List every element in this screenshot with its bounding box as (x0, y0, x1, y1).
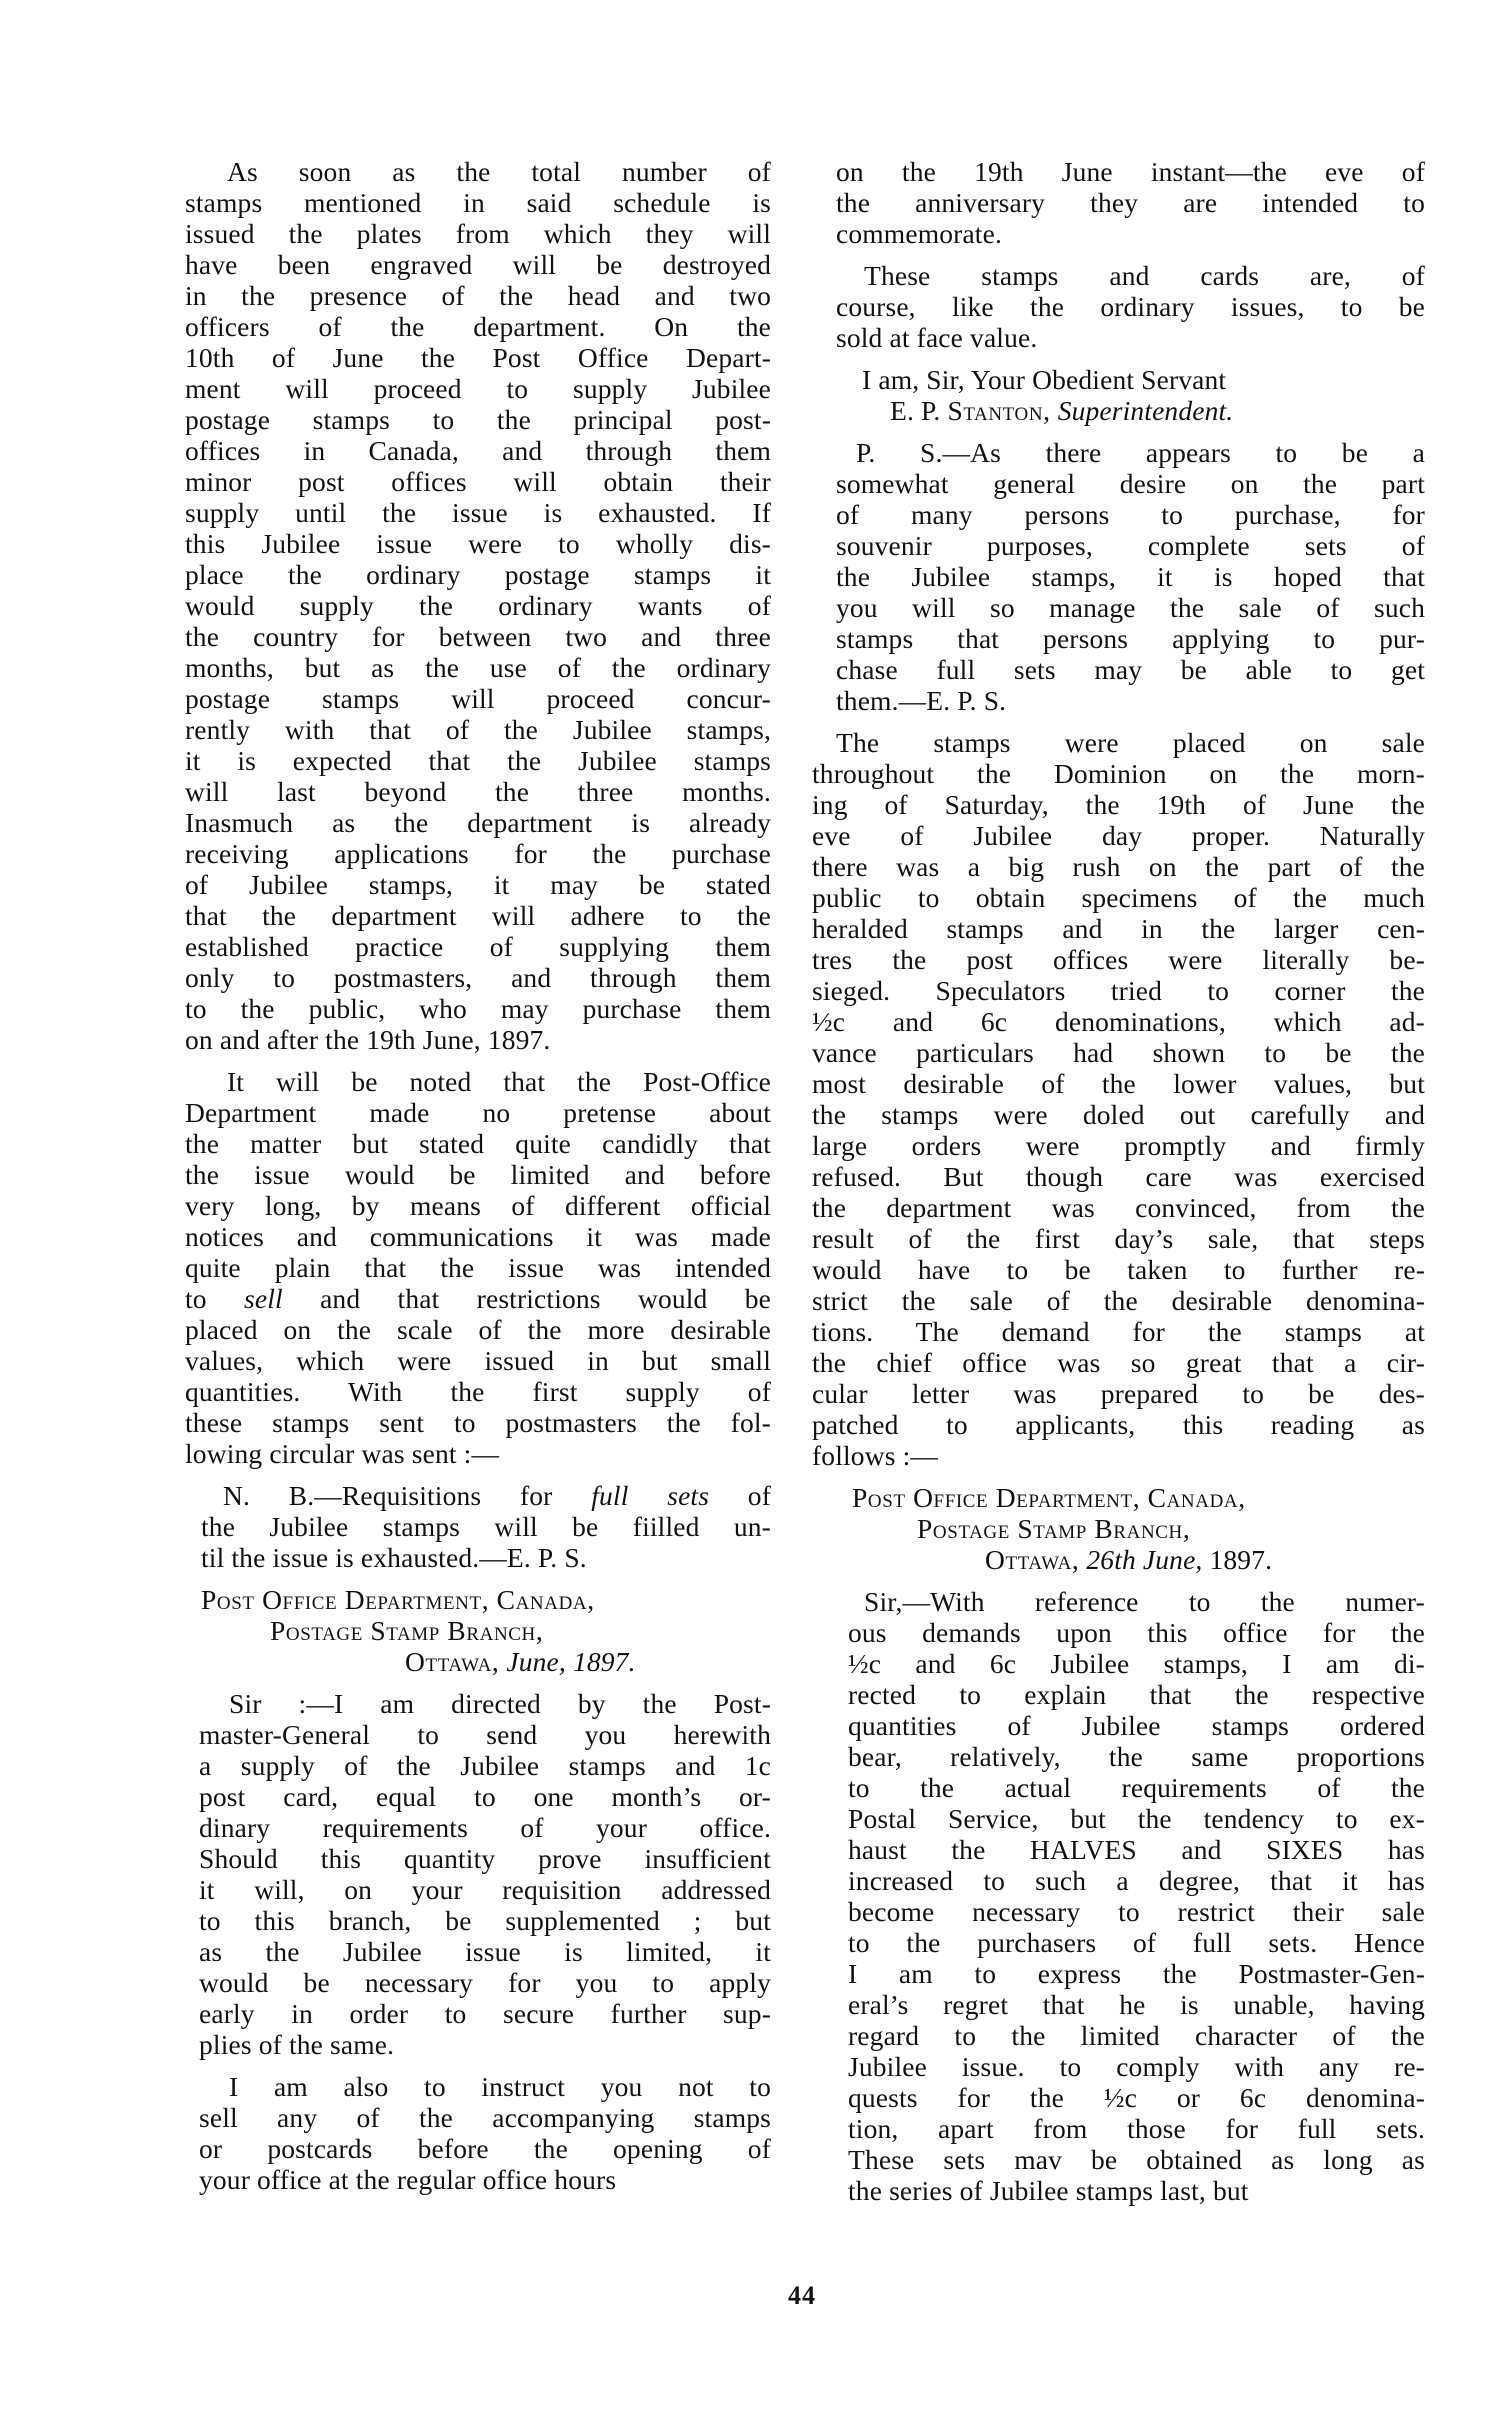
text-line: ment will proceed to supply Jubilee (185, 373, 771, 404)
text-line: regard to the limited character of the (848, 2020, 1425, 2051)
text-line: to the actual requirements of the (848, 1772, 1425, 1803)
text-line: I am also to instruct you not to (229, 2071, 771, 2102)
paragraph-letter (199, 2071, 771, 2195)
text-line: the series of Jubilee stamps last, but (848, 2175, 1249, 2206)
text-line: would supply the ordinary wants of (185, 590, 771, 621)
text-line: placed on the scale of the more desirable (185, 1314, 771, 1345)
text-line: quantities. With the first supply of (185, 1376, 771, 1407)
text-line: in the presence of the head and two (185, 280, 771, 311)
text-line: Jubilee issue. to comply with any re- (848, 2051, 1425, 2082)
text-line: have been engraved will be destroyed (185, 249, 771, 280)
text-line: Inasmuch as the department is already (185, 807, 771, 838)
text-line: Ottawa, 26th June, 1897. (985, 1544, 1273, 1575)
italic-text: sell (243, 1283, 283, 1314)
text-line: haust the HALVES and SIXES has (848, 1834, 1425, 1865)
text-line: that the department will adhere to the (185, 900, 771, 931)
text-line: would have to be taken to further re- (812, 1254, 1425, 1285)
small-caps-text: Postage Stamp Branch, (270, 1615, 544, 1646)
text-line: the matter but stated quite candidly that (185, 1128, 771, 1159)
text-line: the stamps were doled out carefully and (812, 1099, 1425, 1130)
paragraph-nb (201, 1480, 771, 1573)
paragraph-body (185, 1066, 771, 1469)
text-line: them.—E. P. S. (836, 685, 1007, 716)
text-line: receiving applications for the purchase (185, 838, 771, 869)
text-line: public to obtain specimens of the much (812, 882, 1425, 913)
text-line (185, 1615, 771, 1646)
text-line: cular letter was prepared to be des- (812, 1378, 1425, 1409)
small-caps-text: Post Office Department, Canada, (852, 1482, 1246, 1513)
text-line: Sir :—I am directed by the Post- (229, 1688, 771, 1719)
italic-text: Superintendent. (1057, 395, 1234, 426)
text-line: would be necessary for you to apply (199, 1967, 771, 1998)
text-line: a supply of the Jubilee stamps and 1c (199, 1750, 771, 1781)
text-line: the chief office was so great that a cir- (812, 1347, 1425, 1378)
paragraph-address (812, 1482, 1425, 1575)
text-line: rected to explain that the respective (848, 1679, 1425, 1710)
text-line: on and after the 19th June, 1897. (185, 1024, 551, 1055)
small-caps-text: Postage Stamp Branch, (917, 1513, 1191, 1544)
text-line: tions. The demand for the stamps at (812, 1316, 1425, 1347)
text-line: eral’s regret that he is unable, having (848, 1989, 1425, 2020)
text-line: of many persons to purchase, for (836, 499, 1425, 530)
text-line: place the ordinary postage stamps it (185, 559, 771, 590)
small-caps-text: Ottawa, (985, 1544, 1080, 1575)
text-line: Should this quantity prove insufficient (199, 1843, 771, 1874)
text-line: patched to applicants, this reading as (812, 1409, 1425, 1440)
text-line: will last beyond the three months. (185, 776, 771, 807)
text-line: These sets mav be obtained as long as (848, 2144, 1425, 2175)
paragraph-ps (836, 437, 1425, 716)
text-line: postage stamps to the principal post- (185, 404, 771, 435)
text-line: ous demands upon this office for the (848, 1617, 1425, 1648)
text-line: souvenir purposes, complete sets of (836, 530, 1425, 561)
text-line: course, like the ordinary issues, to be (836, 291, 1425, 322)
text-line (185, 1646, 771, 1677)
text-line: the issue would be limited and before (185, 1159, 771, 1190)
text-line: ing of Saturday, the 19th of June the (812, 789, 1425, 820)
text-line: strict the sale of the desirable denomina- (812, 1285, 1425, 1316)
text-line: it is expected that the Jubilee stamps (185, 745, 771, 776)
text-line: stamps mentioned in said schedule is (185, 187, 771, 218)
text-line: these stamps sent to postmasters the fol- (185, 1407, 771, 1438)
text-line: very long, by means of different official (185, 1190, 771, 1221)
text-line: increased to such a degree, that it has (848, 1865, 1425, 1896)
text-line: officers of the department. On the (185, 311, 771, 342)
text-line: the department was convinced, from the (812, 1192, 1425, 1223)
paragraph-address (185, 1584, 771, 1677)
text-line: somewhat general desire on the part (836, 468, 1425, 499)
text-line: dinary requirements of your office. (199, 1812, 771, 1843)
text-line: These stamps and cards are, of (864, 260, 1425, 291)
text-line: to the public, who may purchase them (185, 993, 771, 1024)
text-line: master-General to send you herewith (199, 1719, 771, 1750)
text-line: supply until the issue is exhausted. If (185, 497, 771, 528)
paragraph-letter (848, 1586, 1425, 2206)
text-line: sell any of the accompanying stamps (199, 2102, 771, 2133)
text-column-right (812, 156, 1425, 2206)
text-line: plies of the same. (199, 2029, 395, 2060)
italic-text: June, 1897. (506, 1646, 636, 1677)
paragraph-body (185, 156, 771, 1055)
text-line: the Jubilee stamps will be fiilled un- (201, 1511, 771, 1542)
paragraph-letter (199, 1688, 771, 2060)
text-line: The stamps were placed on sale (836, 727, 1425, 758)
text-line: minor post offices will obtain their (185, 466, 771, 497)
text-line: tres the post offices were literally be- (812, 944, 1425, 975)
text-line: large orders were promptly and firmly (812, 1130, 1425, 1161)
text-column-left (185, 156, 771, 2195)
text-line: throughout the Dominion on the morn- (812, 758, 1425, 789)
text-line: N. B.—Requisitions for full sets of (223, 1480, 772, 1511)
text-line: As soon as the total number of (227, 156, 771, 187)
text-line: Department made no pretense about (185, 1097, 771, 1128)
text-line (185, 1584, 771, 1615)
text-line: the Jubilee stamps, it is hoped that (836, 561, 1425, 592)
text-line: 10th of June the Post Office Depart- (185, 342, 771, 373)
text-line: follows :— (812, 1440, 939, 1471)
text-line: Postal Service, but the tendency to ex- (848, 1803, 1425, 1834)
text-line: post card, equal to one month’s or- (199, 1781, 771, 1812)
paragraph-cont (836, 156, 1425, 249)
text-line: stamps that persons applying to pur- (836, 623, 1425, 654)
page-number: 44 (788, 2281, 816, 2310)
italic-text: full sets (591, 1480, 710, 1511)
text-line: postage stamps will proceed concur- (185, 683, 771, 714)
text-line: established practice of supplying them (185, 931, 771, 962)
text-line: commemorate. (836, 218, 1002, 249)
text-line: as the Jubilee issue is limited, it (199, 1936, 771, 1967)
text-line: months, but as the use of the ordinary (185, 652, 771, 683)
text-line: til the issue is exhausted.—E. P. S. (201, 1542, 587, 1573)
text-line: Sir,—With reference to the numer- (864, 1586, 1425, 1617)
text-line: offices in Canada, and through them (185, 435, 771, 466)
text-line: P. S.—As there appears to be a (856, 437, 1425, 468)
text-line: early in order to secure further sup- (199, 1998, 771, 2029)
text-line: of Jubilee stamps, it may be stated (185, 869, 771, 900)
text-line: quests for the ½c or 6c denomina- (848, 2082, 1425, 2113)
text-line (812, 1482, 1425, 1513)
text-line: lowing circular was sent :— (185, 1438, 500, 1469)
paragraph-signoff (836, 364, 1425, 426)
text-line: values, which were issued in but small (185, 1345, 771, 1376)
italic-text: 26th June, (1086, 1544, 1203, 1575)
text-line: to this branch, be supplemented ; but (199, 1905, 771, 1936)
text-line: to sell and that restrictions would be (185, 1283, 771, 1314)
text-line: your office at the regular office hours (199, 2164, 617, 2195)
text-line: or postcards before the opening of (199, 2133, 771, 2164)
text-line: quite plain that the issue was intended (185, 1252, 771, 1283)
text-line: there was a big rush on the part of the (812, 851, 1425, 882)
text-line: eve of Jubilee day proper. Naturally (812, 820, 1425, 851)
text-line: on the 19th June instant—the eve of (836, 156, 1425, 187)
text-line: result of the first day’s sale, that steps (812, 1223, 1425, 1254)
text-line (812, 1513, 1425, 1544)
text-line: issued the plates from which they will (185, 218, 771, 249)
text-line: become necessary to restrict their sale (848, 1896, 1425, 1927)
text-line: E. P. Stanton, Superintendent. (890, 395, 1234, 426)
text-line: heralded stamps and in the larger cen- (812, 913, 1425, 944)
text-line: refused. But though care was exercised (812, 1161, 1425, 1192)
text-line: sold at face value. (836, 322, 1038, 353)
text-line: It will be noted that the Post-Office (227, 1066, 771, 1097)
small-caps-text: Ottawa, (405, 1646, 500, 1677)
text-line: chase full sets may be able to get (836, 654, 1425, 685)
text-line: to the purchasers of full sets. Hence (848, 1927, 1425, 1958)
text-line: ½c and 6c denominations, which ad- (812, 1006, 1425, 1037)
paragraph-body (812, 727, 1425, 1471)
text-line: this Jubilee issue were to wholly dis- (185, 528, 771, 559)
text-line: ½c and 6c Jubilee stamps, I am di- (848, 1648, 1425, 1679)
small-caps-text: Stanton, (947, 395, 1051, 426)
paragraph-cont (836, 260, 1425, 353)
text-line: tion, apart from those for full sets. (848, 2113, 1425, 2144)
text-line: quantities of Jubilee stamps ordered (848, 1710, 1425, 1741)
text-line: I am to express the Postmaster-Gen- (848, 1958, 1425, 1989)
text-line: most desirable of the lower values, but (812, 1068, 1425, 1099)
text-line: vance particulars had shown to be the (812, 1037, 1425, 1068)
text-line: it will, on your requisition addressed (199, 1874, 771, 1905)
text-line: you will so manage the sale of such (836, 592, 1425, 623)
text-line: rently with that of the Jubilee stamps, (185, 714, 771, 745)
text-line: sieged. Speculators tried to corner the (812, 975, 1425, 1006)
text-line: notices and communications it was made (185, 1221, 771, 1252)
text-line: the country for between two and three (185, 621, 771, 652)
text-line: bear, relatively, the same proportions (848, 1741, 1425, 1772)
small-caps-text: Post Office Department, Canada, (201, 1584, 595, 1615)
text-line: only to postmasters, and through them (185, 962, 771, 993)
text-line: the anniversary they are intended to (836, 187, 1425, 218)
text-line: I am, Sir, Your Obedient Servant (862, 364, 1227, 395)
